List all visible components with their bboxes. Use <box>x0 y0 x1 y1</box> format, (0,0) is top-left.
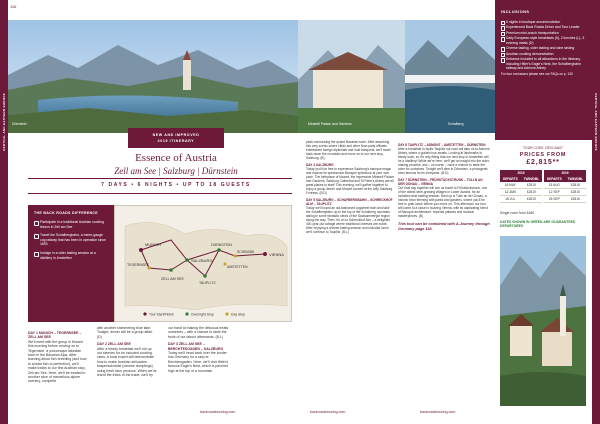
day-text: our hand at making the delicious treats ourselves – with a chance to taste the fruits of our labour afterwards. (B,L) <box>168 326 229 339</box>
tour-code: TOUR CODE: DEVCAA07 <box>523 146 563 150</box>
table-row <box>544 189 586 196</box>
legend-overnight: Overnight Stop <box>191 312 214 317</box>
hero-photo-strip <box>8 20 495 133</box>
inclusions-note: For tour exclusions please see our FAQs on p. 130 <box>501 72 573 77</box>
left-side-stripe <box>0 0 8 424</box>
departure-date: 18 JUL <box>500 196 521 203</box>
single-room-note: Single room from £460 <box>500 211 535 215</box>
inclusions-box <box>495 0 592 140</box>
day-heading: DAY 2 ZELL AM SEE <box>97 342 131 347</box>
map-label-zell: ZELL AM SEE <box>161 277 184 281</box>
prices-from-label: PRICES FROM <box>519 152 567 158</box>
departure-price: £2815 <box>565 182 586 189</box>
day-heading: DAY 7 DÜRNSTEIN – FRÜHSTÜCKSTRUNK – TULLN AN DER DONAU – VIENNA <box>398 178 483 186</box>
itinerary-column-5 <box>398 140 490 233</box>
day-text: with another shimmering blue lake. Tonight, dinner will be a group affair. (D) <box>97 326 153 339</box>
map-label-salzburg: SALZBURG <box>191 258 213 263</box>
footer-url-mid: backroadstouring.com <box>310 410 346 414</box>
departure-price: £2815 <box>565 196 586 203</box>
map-label-tauplitz: TAUPLITZ <box>199 281 216 285</box>
tour-subtitle: Zell am See | Salzburg | Dürnstein <box>114 166 238 176</box>
inclusion-item: Daily European-style breakfasts (6), 2 lunches (L), 3 evening meals (D) <box>501 36 586 45</box>
back-roads-difference-box <box>28 205 114 322</box>
badge-line-2: 2019 ITINERARY <box>157 139 195 143</box>
day-text: Today you'll be free to experience Salzburg's baroque magic and explore its spectacular Baroque splendour at your own pace. The birthplace of Mozart, the impressive Mirabell Palace and Gardens, Salzburg Cathedral and St Peter's Abbey are all great places to start! This evening, we'll gather together to enjoy a group dinner and Mozart concert at the lofty Salzburg Fortress. (B,D) <box>306 167 394 195</box>
col-twin: TWIN/DBL <box>565 176 586 182</box>
page-number-left: 116 <box>10 4 17 9</box>
map-label-vienna: VIENNA <box>269 252 284 257</box>
departure-price: £2815 <box>565 189 586 196</box>
day-text: After a hearty breakfast we'll roll up our sleeves for an included cooking class. A local expert will demonstrate how to make Austrian delicacies kaspressknödel (cheese dumplings) using fresh farm produce. When we've learnt the tricks of the trade, we'll try <box>97 346 157 378</box>
right-side-label: CENTRAL AND EASTERN EUROPE <box>594 93 598 151</box>
guaranteed-note: DATES SHOWN IN GREEN ARE GUARANTEED DEPARTURES <box>500 220 576 229</box>
day-heading: DAY 3 ZELL AM SEE – BERCHTESGADEN – SALZBURG <box>168 342 224 351</box>
departure-date: 12 JUN <box>500 189 521 196</box>
table-row <box>500 189 542 196</box>
caption-schafberg: Schafberg <box>448 122 464 126</box>
back-roads-heading: THE BACK ROADS DIFFERENCE <box>34 211 99 215</box>
legend-day-stop: Day Stop <box>231 312 245 317</box>
inclusion-item: Experienced Back Roads Driver and Tour Leader <box>501 25 586 29</box>
inclusion-item: Premium mini-coach transportation <box>501 31 586 35</box>
departure-date: 16 MAY <box>500 182 521 189</box>
day-text: Today we'll head back over the border into Germany for a stop at Berchtesgaden. Here, we'll visit Hitler's famous Eagle's Nest, which is perched high at the top of a mountain <box>168 351 229 373</box>
departure-price: £2815 <box>521 182 542 189</box>
divider-top <box>28 178 292 179</box>
day-text: After a breakfast in idyllic Tauplitz our road will take us to Admont Abbey, where a guided tour awaits. Looking at landmarks is thirsty work, so it's only fitting that our next stop in Amstetten will be a distillery! While we're here, we'll get an insight into the cider-making process, and – of course – have a chance to taste the cider for ourselves. Tonight we'll dine in Dürnstein, a photogenic town famous for its vineyards. (B,D) <box>398 147 490 175</box>
difference-item: Travel the Schafbergbahn, a metre-gauge cog railway that has been in operation since 1893 <box>34 233 108 247</box>
departure-date: 12 SEP <box>544 189 565 196</box>
departure-price: £2815 <box>521 196 542 203</box>
inclusion-item: Austrian cooking demonstration <box>501 52 586 56</box>
footer-url-left: backroadstouring.com <box>200 410 236 414</box>
itinerary-column-3 <box>168 326 230 375</box>
caption-mirabell: Mirabell Palace and Gardens <box>308 122 352 126</box>
itinerary-column-2 <box>97 326 157 379</box>
day-heading: DAY 5 SALZBURG – SCHAFBERGBAHN – SCHRECKHOF ALM – TAUPLITZ <box>306 198 393 206</box>
inclusion-item: 6 nights in boutique accommodation <box>501 20 586 24</box>
footer-url-right: backroadstouring.com <box>420 410 456 414</box>
col-twin: TWIN/DBL <box>521 176 542 182</box>
departure-price: £2815 <box>521 189 542 196</box>
itinerary-column-1 <box>28 328 88 386</box>
day-text: peak overlooking the quaint Bavarian town. After absorbing this very scenic where Hitler and other Nazi party officials entertained foreign diplomats and hold banquets, we'll travel back down the mountain and move on to our next stop, Salzburg. (B) <box>306 140 391 160</box>
day-text: Our final day together will see us travel to Frühstückstrunk, one of the oldest wine-growing villages in Lower Austria, for an included wine tasting session. Next up is Tulln an der Donau, a historic town teeming with parks and gardens, where you'll be free to grab lunch before you move on. This afternoon our tour will come to a close in buzzing Vienna, with its captivating blend of Baroque architecture, imperial palaces and musical masterpieces. (B) <box>398 186 488 218</box>
difference-item: Participate in a traditional Austrian cooking lesson in Zell am See <box>34 220 108 229</box>
route-map <box>114 205 292 322</box>
badge-line-1: NEW AND IMPROVED <box>152 133 200 137</box>
col-departs: DEPARTS <box>500 176 521 182</box>
caption-durnstein: Dürnstein <box>12 122 27 126</box>
col-departs: DEPARTS <box>544 176 565 182</box>
village-photo <box>500 236 586 406</box>
day-heading: DAY 1 MUNICH – TEGERNSEE – ZELL AM SEE <box>28 331 82 340</box>
day-text: Today we'll board an old-fashioned cogwheel train and take the Schafbergbahn up to the top of the Schafberg mountain, taking in some fantastic views of the Salzkammergut region along the way. Then, it's on to Schreckhof Alm – a delightful 400-year-old cottage where traditional cheeses are made. After enjoying a cheese tasting session and included lunch we'll continue to Tauplitz. (B,L) <box>306 206 391 234</box>
departures-table-2 <box>544 170 586 203</box>
table-year: 2019 <box>544 170 586 176</box>
divider-bottom <box>28 193 292 194</box>
left-side-label: CENTRAL AND EASTERN EUROPE <box>2 93 6 151</box>
inclusions-heading: INCLUSIONS <box>501 10 530 14</box>
map-label-scheibbs: SCHEIBBS <box>237 250 255 254</box>
trip-summary: 7 DAYS • 6 NIGHTS • UP TO 18 GUESTS <box>101 182 251 188</box>
map-label-munich: MUNICH <box>145 242 161 247</box>
tour-title: Essence of Austria <box>135 152 217 164</box>
price-value: £2,815** <box>526 159 560 166</box>
right-side-stripe <box>592 0 600 424</box>
itinerary-column-4 <box>306 140 394 236</box>
table-row <box>500 196 542 203</box>
day-text: We'll meet with the group in Munich this morning before moving on to Tegernsee, a picturesque lakeside town in the Bavarian Alps. After learning about fish breeding (and how to smoke fish to perfection), we'll make tracks to our first Austrian stop, Zell am See. Here, we'll be treated to another slice of marvellous alpine scenery, complete <box>28 339 87 384</box>
departure-date: 15 AUG <box>544 182 565 189</box>
map-label-amstetten: AMSTETTEN <box>227 265 248 269</box>
new-itinerary-badge <box>128 128 224 148</box>
day-heading: DAY 6 TAUPLITZ – ADMONT – AMSTETTEN – DÜRNSTEIN <box>398 143 486 147</box>
difference-item: Indulge in a cider tasting session at a distillery in Amstetten <box>34 251 108 260</box>
table-row <box>544 196 586 203</box>
departure-date: 26 SEP <box>544 196 565 203</box>
legend-start: Tour Start/Finish <box>149 312 174 317</box>
departures-table-1 <box>500 170 542 203</box>
day-heading: DAY 4 SALZBURG <box>306 163 334 167</box>
combine-note: This tour can be combined with A Journey through Germany page 118. <box>398 222 490 231</box>
inclusion-item: Entrance included to all attractions in the itinerary, including Hitler's Eagle's Nest, the Schafbergbahn railway and Admont Abbey <box>501 57 586 70</box>
inclusion-item: Cheese tasting, cider tasting and wine tasting <box>501 46 586 50</box>
table-year: 2019 <box>500 170 542 176</box>
map-label-tegernsee: TEGERNSEE <box>127 263 150 267</box>
map-label-durnstein: DÜRNSTEIN <box>211 243 232 247</box>
